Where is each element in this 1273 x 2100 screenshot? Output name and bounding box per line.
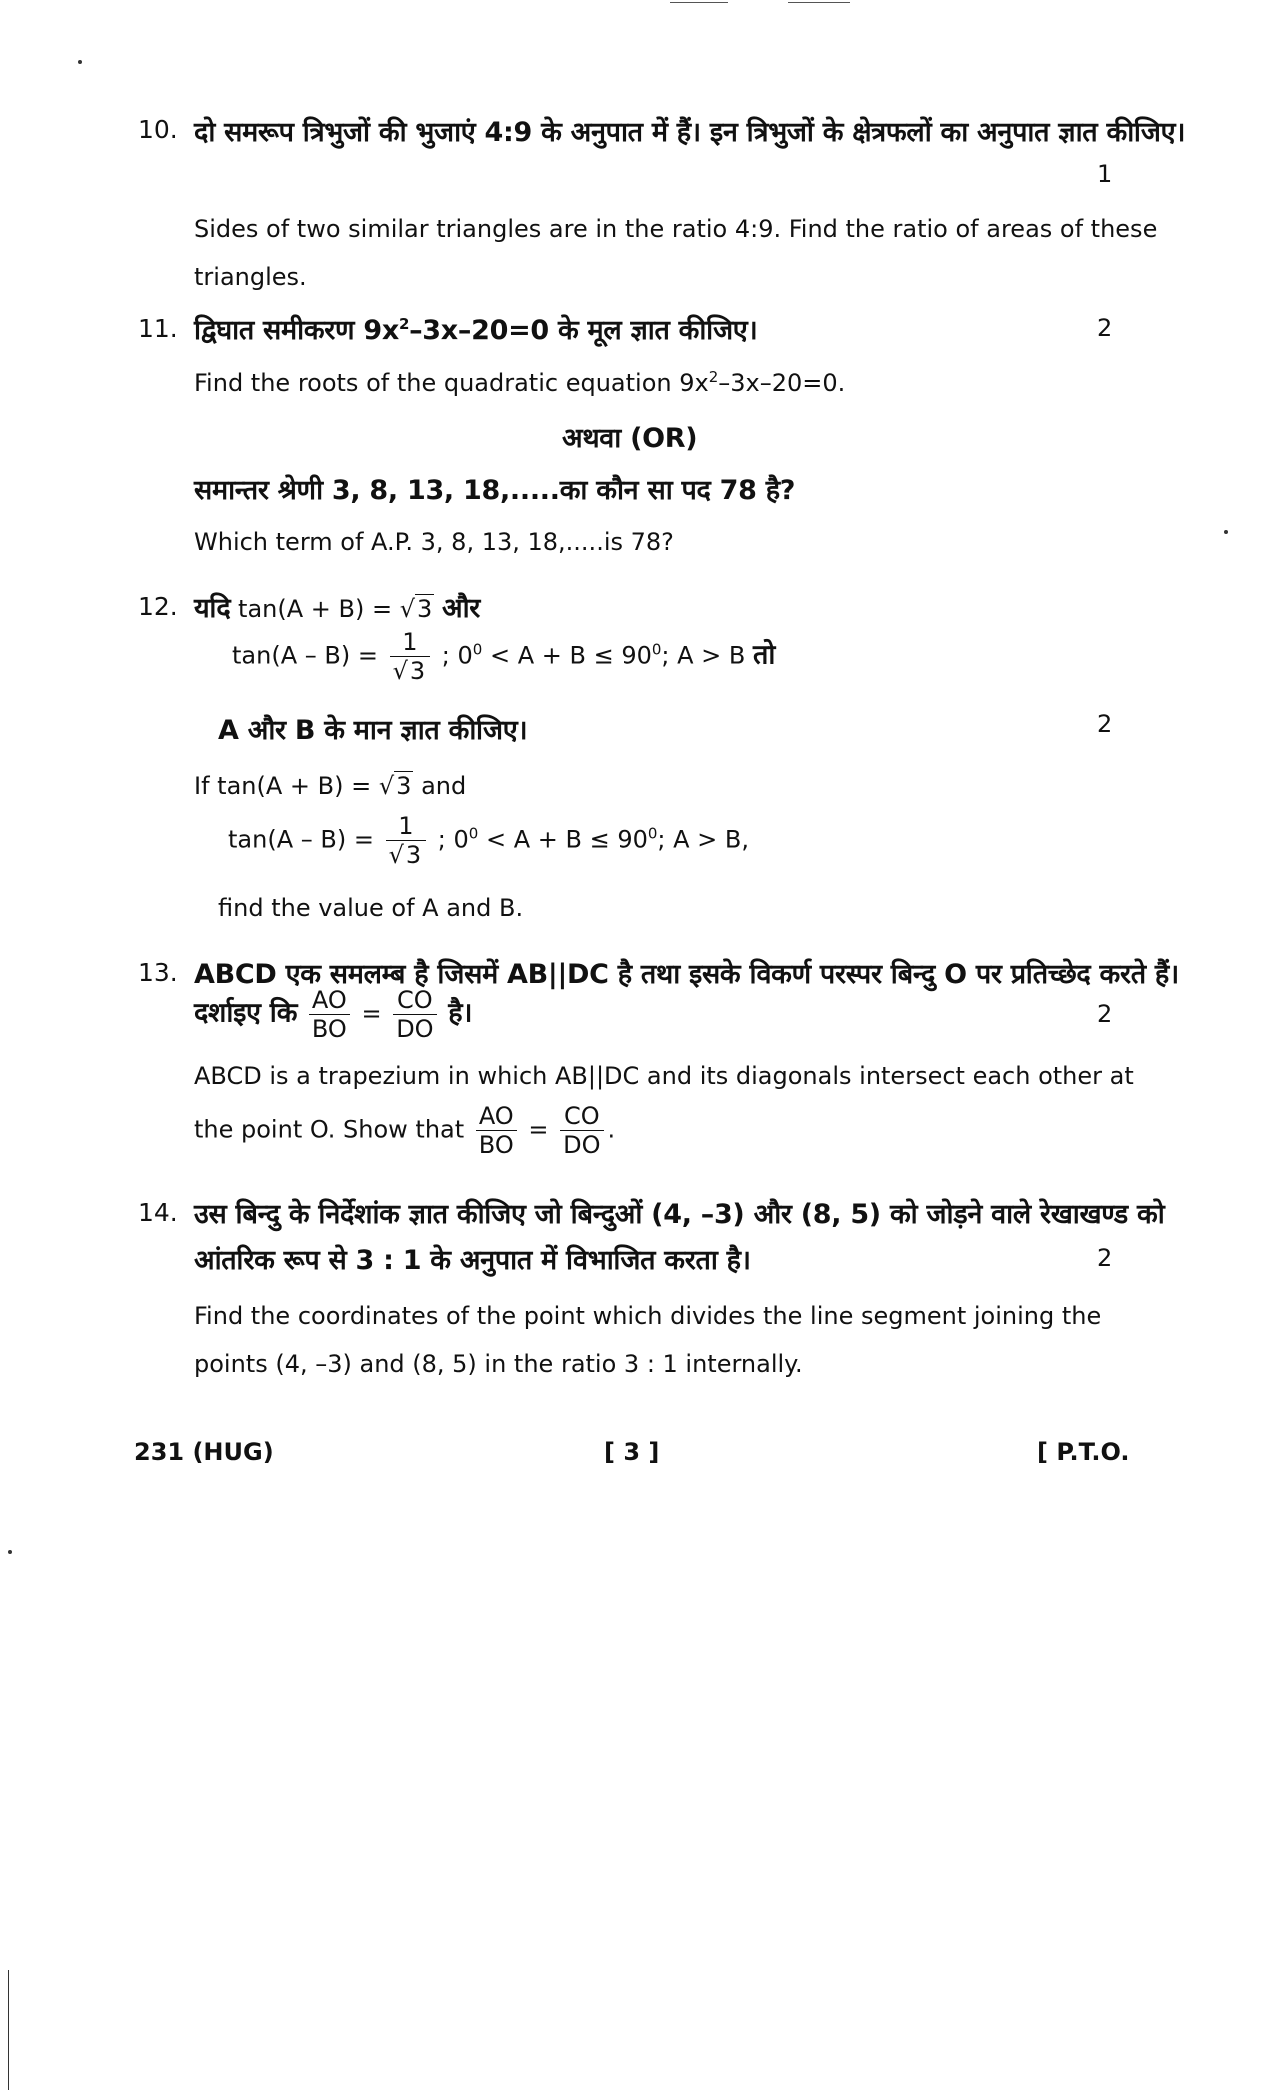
scan-speck bbox=[8, 1550, 12, 1554]
question-11-hindi bbox=[194, 310, 757, 347]
question-11-marks: 2 bbox=[1097, 314, 1113, 342]
fraction-numerator: CO bbox=[393, 986, 436, 1015]
fraction-numerator: AO bbox=[309, 986, 350, 1015]
sqrt-sign: √ bbox=[388, 841, 404, 869]
question-12-marks: 2 bbox=[1097, 710, 1113, 738]
english-if: If bbox=[194, 772, 210, 800]
scan-edge-line bbox=[8, 1970, 9, 2090]
question-number: 10. bbox=[138, 115, 178, 144]
question-12-english-eq2 bbox=[228, 812, 749, 869]
equals-sign: = bbox=[528, 1115, 549, 1144]
degree: 0 bbox=[472, 640, 483, 659]
radicand: 3 bbox=[405, 841, 422, 869]
degree: 0 bbox=[468, 824, 479, 843]
condition-mid: < A + B ≤ 90 bbox=[478, 825, 648, 854]
tan-diff-lhs: tan(A – B) = bbox=[232, 641, 378, 670]
sqrt-three bbox=[400, 595, 435, 623]
english-end: . bbox=[607, 1115, 616, 1144]
question-11-english bbox=[194, 368, 845, 397]
condition-start: ; 0 bbox=[437, 825, 469, 854]
question-11-english-prefix: Find the roots of the quadratic equation 9x bbox=[194, 369, 709, 397]
degree: 0 bbox=[647, 824, 658, 843]
condition-end: ; A > B, bbox=[657, 825, 749, 854]
question-12-hindi-find: A और B के मान ज्ञात कीजिए। bbox=[218, 715, 528, 746]
pto-label: [ P.T.O. bbox=[1037, 1438, 1130, 1466]
fraction-denominator: DO bbox=[563, 1131, 601, 1159]
question-10-hindi: दो समरूप त्रिभुजों की भुजाएं 4:9 के अनुपात में हैं। इन त्रिभुजों के क्षेत्रफलों का अनुपात ज्ञात कीजिए। bbox=[194, 117, 1186, 148]
english-and: and bbox=[421, 772, 467, 800]
fraction-ao-bo bbox=[476, 1102, 517, 1159]
tan-sum-lhs: tan(A + B) = bbox=[217, 772, 372, 800]
scan-artifact-line bbox=[670, 2, 728, 3]
sqrt-sign: √ bbox=[378, 772, 395, 800]
condition-end: ; A > B bbox=[661, 641, 746, 670]
question-13-english-line1: ABCD is a trapezium in which AB||DC and its diagonals intersect each other at bbox=[194, 1062, 1134, 1090]
tan-diff-lhs: tan(A – B) = bbox=[228, 825, 374, 854]
question-14-english-line2: points (4, –3) and (8, 5) in the ratio 3 : 1 internally. bbox=[194, 1350, 803, 1378]
paper-code: 231 (HUG) bbox=[134, 1438, 274, 1466]
exponent: 2 bbox=[708, 368, 719, 386]
fraction-co-do bbox=[560, 1102, 603, 1159]
condition-mid: < A + B ≤ 90 bbox=[482, 641, 652, 670]
scan-artifact-line bbox=[788, 2, 850, 3]
fraction-denominator bbox=[386, 841, 427, 869]
hindi-then: तो bbox=[753, 639, 776, 671]
equals-sign: = bbox=[361, 999, 382, 1028]
fraction-ao-bo bbox=[309, 986, 350, 1043]
sqrt-sign: √ bbox=[392, 657, 408, 685]
fraction-one-over-root3 bbox=[386, 812, 427, 869]
scan-speck bbox=[78, 60, 82, 64]
question-11-alt-hindi: समान्तर श्रेणी 3, 8, 13, 18,.....का कौन सा पद 78 है? bbox=[194, 475, 796, 506]
or-label: अथवा (OR) bbox=[562, 423, 698, 454]
fraction-co-do bbox=[393, 986, 436, 1043]
question-14-hindi-line2: आंतरिक रूप से 3 : 1 के अनुपात में विभाजित करता है। bbox=[194, 1245, 751, 1276]
question-11-alt-english: Which term of A.P. 3, 8, 13, 18,.....is 78? bbox=[194, 528, 674, 556]
condition-start: ; 0 bbox=[441, 641, 473, 670]
radicand: 3 bbox=[396, 772, 412, 800]
fraction-numerator: AO bbox=[476, 1102, 517, 1131]
question-13-marks: 2 bbox=[1097, 1000, 1113, 1028]
scan-speck bbox=[1224, 530, 1228, 534]
hindi-if: यदि bbox=[194, 593, 231, 624]
fraction-denominator: DO bbox=[396, 1015, 434, 1043]
fraction-denominator: BO bbox=[478, 1131, 514, 1159]
sqrt-sign: √ bbox=[399, 595, 416, 623]
fraction-denominator: BO bbox=[311, 1015, 347, 1043]
page-number: [ 3 ] bbox=[604, 1438, 660, 1466]
question-13-english-show bbox=[194, 1102, 615, 1159]
question-number: 11. bbox=[138, 314, 178, 343]
question-12-english-eq1 bbox=[194, 772, 466, 800]
hindi-show-that: दर्शाइए कि bbox=[194, 997, 298, 1029]
question-10-marks: 1 bbox=[1097, 160, 1113, 188]
question-13-hindi-line1: ABCD एक समलम्ब है जिसमें AB||DC है तथा इसके विकर्ण परस्पर बिन्दु O पर प्रतिच्छेद करते हैं। bbox=[194, 959, 1179, 990]
question-12-hindi-eq1 bbox=[194, 588, 480, 625]
question-number: 14. bbox=[138, 1198, 178, 1227]
question-11-english-suffix: –3x–20=0. bbox=[718, 369, 846, 397]
fraction-numerator: 1 bbox=[386, 812, 427, 841]
question-13-hindi-show bbox=[194, 986, 472, 1043]
fraction-numerator: CO bbox=[560, 1102, 603, 1131]
question-11-hindi-suffix: –3x–20=0 के मूल ज्ञात कीजिए। bbox=[409, 315, 758, 346]
degree: 0 bbox=[651, 640, 662, 659]
question-14-hindi-line1: उस बिन्दु के निर्देशांक ज्ञात कीजिए जो बिन्दुओं (4, –3) और (8, 5) को जोड़ने वाले रेखाखण्ड को bbox=[194, 1199, 1165, 1230]
question-10-english-line2: triangles. bbox=[194, 263, 307, 291]
question-number: 12. bbox=[138, 592, 178, 621]
fraction-denominator bbox=[390, 657, 431, 685]
radicand: 3 bbox=[409, 657, 426, 685]
sqrt-three bbox=[379, 772, 414, 800]
exponent: 2 bbox=[398, 315, 410, 333]
question-12-english-find: find the value of A and B. bbox=[218, 894, 524, 922]
hindi-end: है। bbox=[448, 997, 473, 1029]
question-14-marks: 2 bbox=[1097, 1244, 1113, 1272]
english-show-that: the point O. Show that bbox=[194, 1115, 465, 1144]
tan-sum-lhs: tan(A + B) = bbox=[238, 595, 393, 623]
question-12-hindi-eq2 bbox=[232, 628, 775, 685]
question-11-hindi-prefix: द्विघात समीकरण 9x bbox=[194, 315, 399, 346]
question-number: 13. bbox=[138, 958, 178, 987]
question-10-english-line1: Sides of two similar triangles are in the ratio 4:9. Find the ratio of areas of these bbox=[194, 215, 1158, 243]
fraction-one-over-root3 bbox=[390, 628, 431, 685]
radicand: 3 bbox=[417, 595, 433, 623]
question-14-english-line1: Find the coordinates of the point which divides the line segment joining the bbox=[194, 1302, 1102, 1330]
hindi-and: और bbox=[441, 593, 481, 624]
fraction-numerator: 1 bbox=[390, 628, 431, 657]
